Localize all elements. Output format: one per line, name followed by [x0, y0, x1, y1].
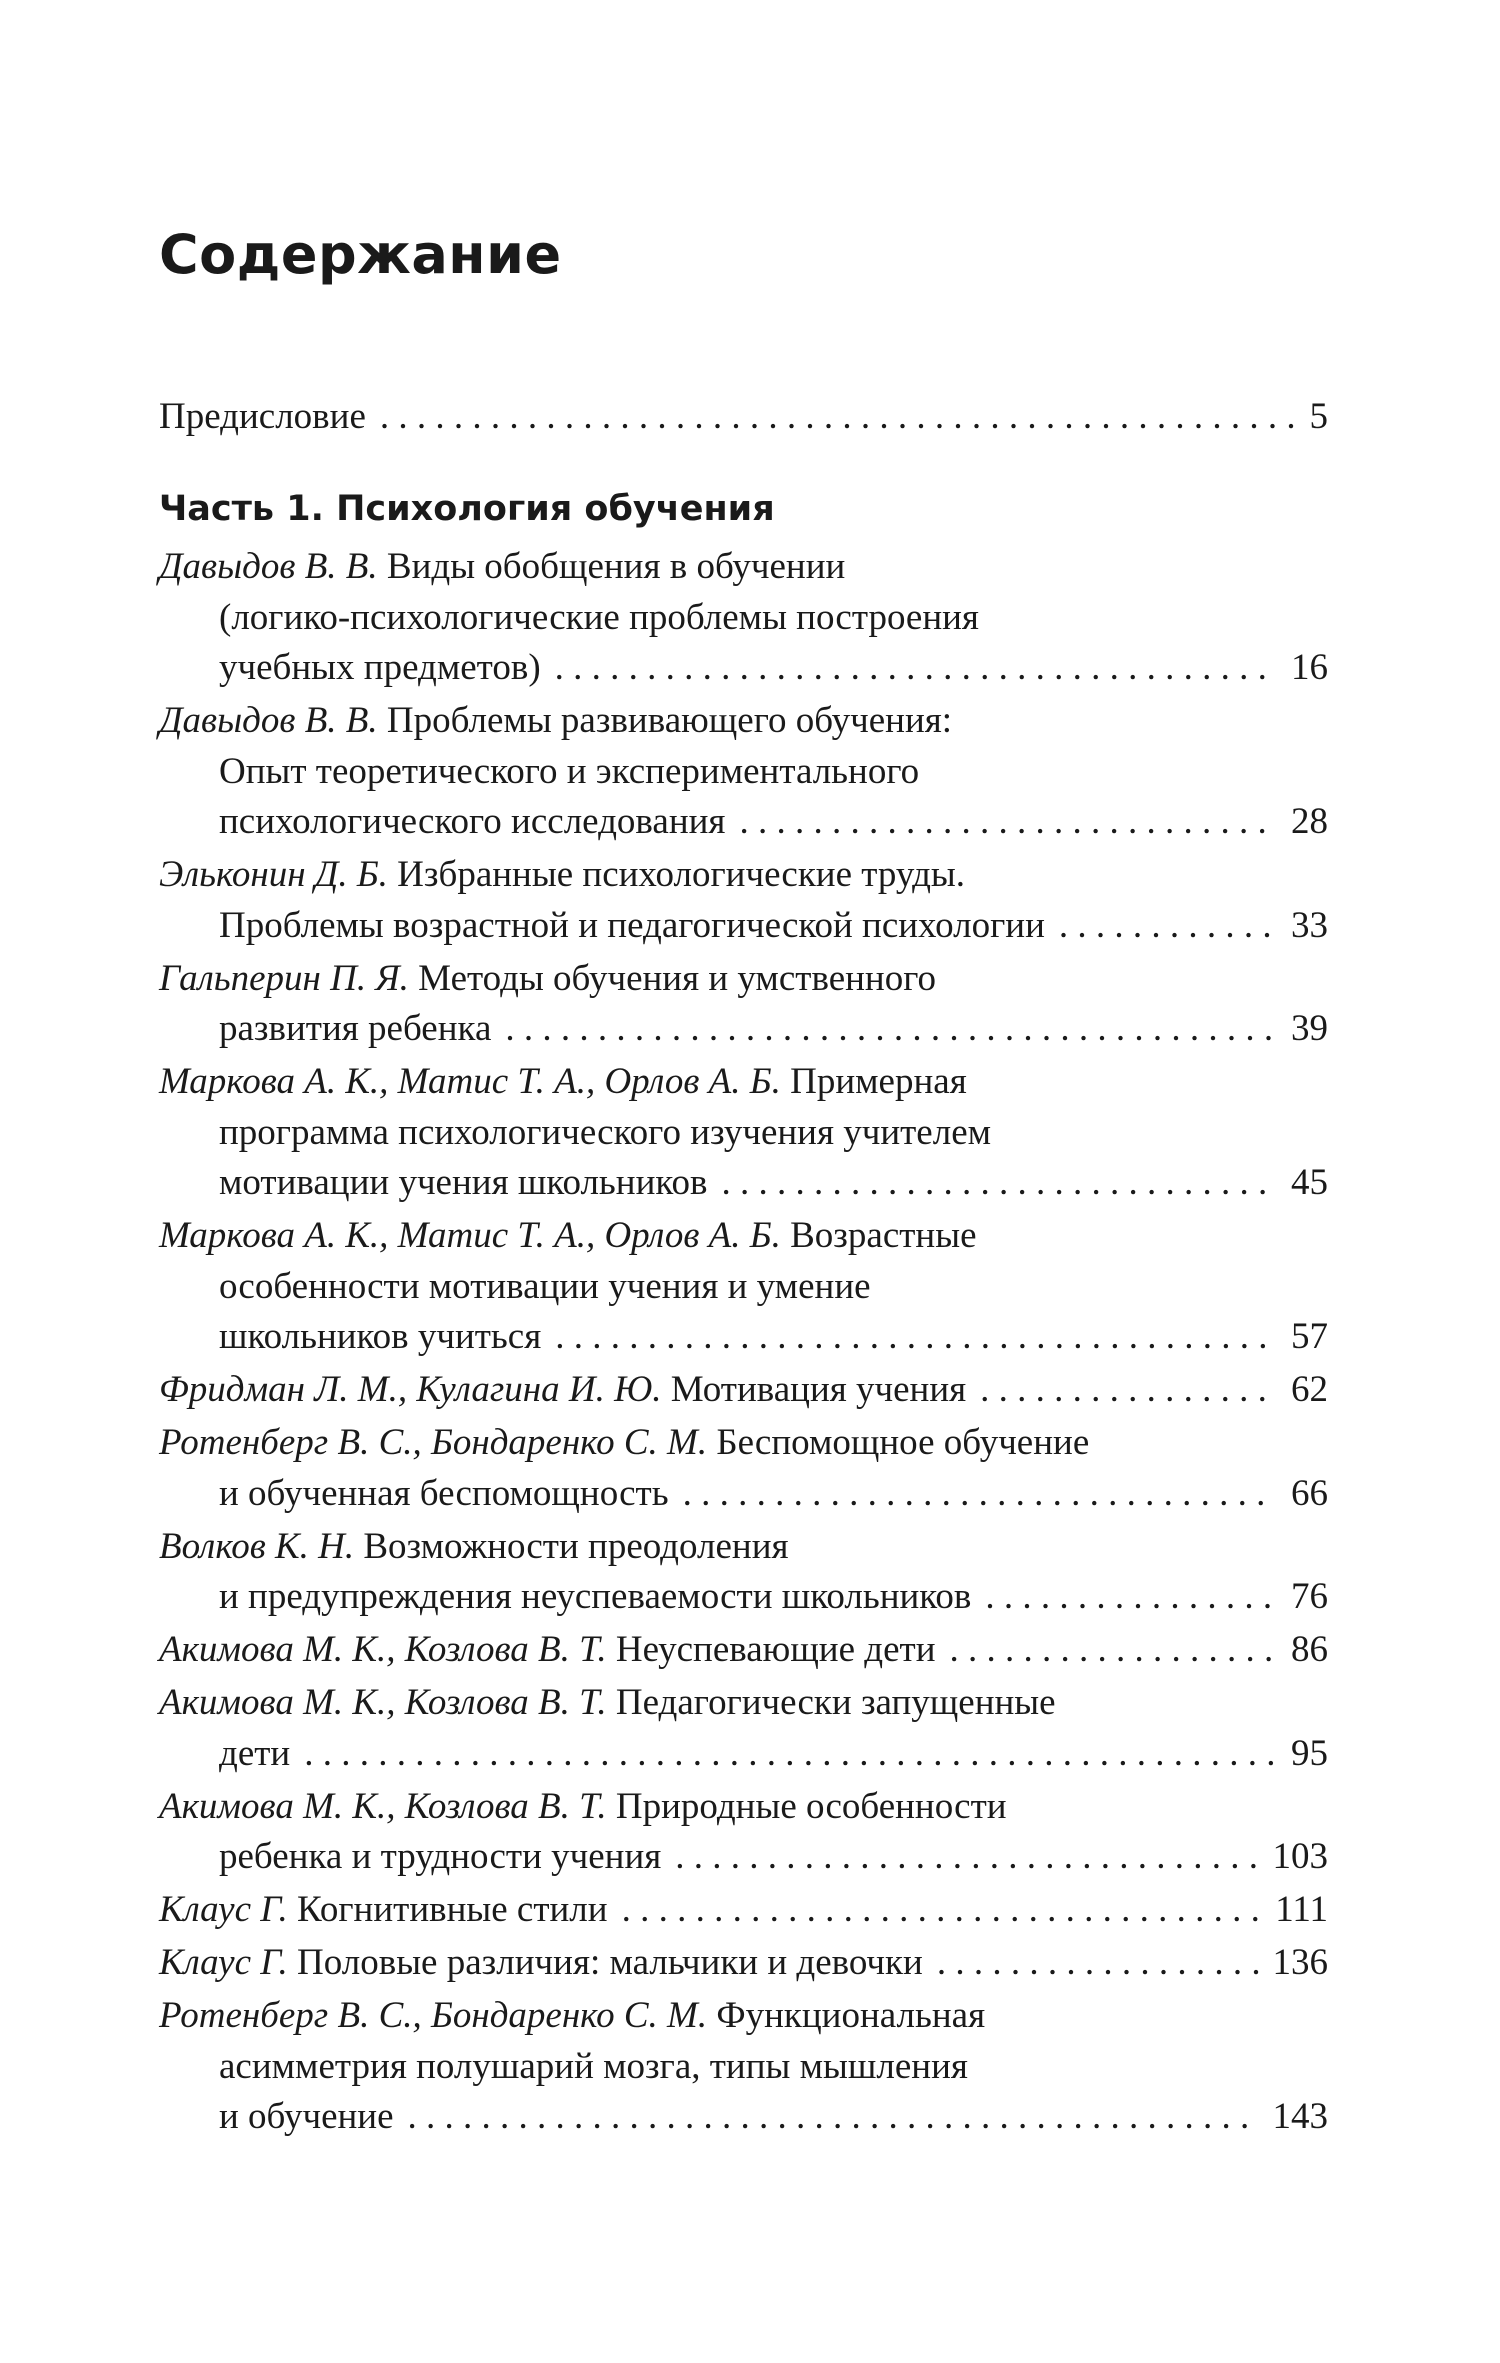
toc-line: [159, 1625, 1328, 1676]
entry-title: психологического исследования: [219, 801, 726, 842]
entry-title: Опыт теоретического и экспериментального: [219, 750, 920, 792]
entry-text: [159, 1938, 923, 1989]
entry-title: Мотивация учения: [670, 1369, 967, 1410]
entry-title: Когнитивные стили: [297, 1889, 608, 1930]
entry-author: Маркова А. К., Матис Т. А., Орлов А. Б.: [159, 1061, 781, 1102]
dot-leader: [937, 1938, 1259, 1989]
toc-entry[interactable]: [159, 1365, 1328, 1416]
entry-title: Методы обучения и умственного: [418, 957, 936, 999]
toc-entry[interactable]: [159, 542, 1328, 694]
entry-title: мотивации учения школьников: [219, 1162, 708, 1203]
dot-leader: [555, 643, 1277, 694]
entry-text: [219, 1832, 661, 1883]
toc-line: [159, 643, 1328, 694]
entry-title: дети: [219, 1732, 291, 1774]
entry-author: Ротенберг В. С., Бондаренко С. М.: [159, 1995, 708, 2036]
entry-title: Природные особенности: [615, 1785, 1007, 1827]
entry-text: [159, 1211, 977, 1262]
entry-author: Акимова М. К., Козлова В. Т.: [159, 1629, 607, 1670]
page-number: 62: [1291, 1369, 1328, 1410]
entry-author: Акимова М. К., Козлова В. Т.: [159, 1785, 607, 1827]
entry-text: [159, 954, 936, 1005]
toc-line: [159, 2042, 1328, 2093]
dot-leader: [304, 1729, 1277, 1780]
entry-title: развития ребенка: [219, 1008, 492, 1049]
toc-entry[interactable]: [159, 1885, 1328, 1936]
toc-line: [159, 1522, 1328, 1573]
toc-line: [159, 392, 1328, 443]
entry-title: программа психологического изучения учителем: [219, 1111, 992, 1153]
entry-title: Предисловие: [159, 396, 366, 437]
entry-title: особенности мотивации учения и умение: [219, 1265, 871, 1307]
dot-leader: [980, 1365, 1277, 1416]
page-number: 95: [1291, 1732, 1328, 1774]
toc-line: [159, 1832, 1328, 1883]
entry-text: [219, 2092, 394, 2143]
entry-title: школьников учиться: [219, 1316, 542, 1357]
entry-author: Маркова А. К., Матис Т. А., Орлов А. Б.: [159, 1215, 781, 1256]
entry-title: Проблемы развивающего обучения:: [386, 700, 953, 741]
entry-title: Неуспевающие дети: [615, 1629, 936, 1670]
toc-entry[interactable]: [159, 1418, 1328, 1519]
page-number: 86: [1291, 1629, 1328, 1670]
dot-leader: [408, 2092, 1259, 2143]
entry-text: [159, 1365, 966, 1416]
page-title: Содержание: [159, 223, 562, 286]
toc-line: [159, 1312, 1328, 1363]
toc-entry[interactable]: [159, 1625, 1328, 1676]
toc-line: [159, 1057, 1328, 1108]
entry-text: [159, 850, 965, 901]
entry-text: [219, 2042, 968, 2093]
toc-entry[interactable]: [159, 1522, 1328, 1623]
toc-line: [159, 1782, 1328, 1833]
entry-text: [219, 1729, 290, 1780]
page-number: 16: [1291, 647, 1328, 688]
dot-leader: [950, 1625, 1277, 1676]
entry-text: [159, 1991, 985, 2042]
page-number: 143: [1272, 2096, 1328, 2137]
page-number: 103: [1272, 1836, 1328, 1877]
entry-text: [219, 797, 725, 848]
toc-line: [159, 2092, 1328, 2143]
entry-text: [159, 1522, 789, 1573]
page-number: 28: [1291, 801, 1328, 842]
toc-line: [159, 1729, 1328, 1780]
toc-line: [159, 1938, 1328, 1989]
entry-text: [219, 593, 979, 644]
entry-text: [159, 1782, 1007, 1833]
toc-entry[interactable]: [159, 1938, 1328, 1989]
entry-title: ребенка и трудности учения: [219, 1836, 662, 1877]
entry-title: Функциональная: [716, 1995, 986, 2036]
toc-entry[interactable]: [159, 1991, 1328, 2143]
toc-entry[interactable]: [159, 1211, 1328, 1363]
entry-author: Волков К. Н.: [159, 1525, 355, 1567]
toc-line: [159, 1885, 1328, 1936]
toc-line: [159, 1678, 1328, 1729]
entry-title: Проблемы возрастной и педагогической психологии: [219, 904, 1045, 946]
toc-entry[interactable]: [159, 850, 1328, 951]
dot-leader: [555, 1312, 1277, 1363]
page-number: 66: [1291, 1472, 1328, 1514]
entry-text: [159, 1678, 1056, 1729]
entry-title: Педагогически запущенные: [615, 1682, 1056, 1723]
page-number: 136: [1272, 1942, 1328, 1983]
entry-text: [159, 542, 845, 593]
page-number: 33: [1291, 904, 1328, 946]
toc-line: [159, 542, 1328, 593]
page-number: 39: [1291, 1008, 1328, 1049]
toc-line: [159, 797, 1328, 848]
toc-line: [159, 1365, 1328, 1416]
toc-line: [159, 850, 1328, 901]
entry-title: Примерная: [790, 1061, 967, 1102]
dot-leader: [739, 797, 1277, 848]
entry-title: Избранные психологические труды.: [397, 854, 966, 895]
entry-text: [219, 1572, 971, 1623]
entry-title: и обученная беспомощность: [219, 1472, 669, 1514]
dot-leader: [675, 1832, 1258, 1883]
page-number: 5: [1309, 396, 1328, 437]
dot-leader: [985, 1572, 1277, 1623]
entry-title: Возможности преодоления: [363, 1525, 789, 1567]
toc-line: [159, 1991, 1328, 2042]
toc-line: [159, 901, 1328, 952]
entry-author: Клаус Г.: [159, 1942, 288, 1983]
entry-author: Ротенберг В. С., Бондаренко С. М.: [159, 1422, 708, 1463]
toc-line: [159, 1004, 1328, 1055]
toc-entry-preface[interactable]: [159, 392, 1328, 443]
toc-line: [159, 954, 1328, 1005]
toc-entry[interactable]: [159, 696, 1328, 848]
dot-leader: [1059, 901, 1277, 952]
entry-text: [219, 1262, 871, 1313]
entry-text: [159, 1057, 967, 1108]
page-number: 57: [1291, 1316, 1328, 1357]
page-number: 76: [1291, 1576, 1328, 1617]
entry-author: Давыдов В. В.: [159, 700, 378, 741]
dot-leader: [505, 1004, 1277, 1055]
toc-entry[interactable]: [159, 1782, 1328, 1883]
entry-title: Беспомощное обучение: [716, 1422, 1090, 1463]
entry-author: Давыдов В. В.: [159, 546, 378, 587]
toc-entry[interactable]: [159, 1057, 1328, 1209]
entry-text: [159, 696, 952, 747]
entry-text: [219, 747, 919, 798]
entry-text: [219, 901, 1045, 952]
dot-leader: [622, 1885, 1262, 1936]
entry-title: и предупреждения неуспеваемости школьников: [219, 1576, 972, 1617]
entry-author: Клаус Г.: [159, 1889, 288, 1930]
toc-line: [159, 1262, 1328, 1313]
toc-line: [159, 1158, 1328, 1209]
entry-text: [219, 1158, 707, 1209]
entry-text: [219, 1469, 669, 1520]
page-number: 111: [1275, 1889, 1328, 1930]
toc-line: [159, 1469, 1328, 1520]
toc-line: [159, 1108, 1328, 1159]
page-number: 45: [1291, 1162, 1328, 1203]
toc-line: [159, 1572, 1328, 1623]
entry-title: Половые различия: мальчики и девочки: [297, 1942, 923, 1983]
dot-leader: [683, 1469, 1277, 1520]
toc-entry[interactable]: [159, 1678, 1328, 1779]
toc-line: [159, 1418, 1328, 1469]
dot-leader: [721, 1158, 1277, 1209]
entry-author: Акимова М. К., Козлова В. Т.: [159, 1682, 607, 1723]
entry-title: учебных предметов): [219, 647, 541, 688]
toc-line: [159, 696, 1328, 747]
part-heading: Часть 1. Психология обучения: [159, 489, 775, 529]
entry-title: Виды обобщения в обучении: [386, 546, 846, 587]
entry-text: [159, 1625, 936, 1676]
entry-text: [219, 1004, 491, 1055]
entry-text: [159, 1885, 608, 1936]
entry-title: Возрастные: [790, 1215, 977, 1256]
toc-list: [159, 542, 1328, 2145]
entry-title: (логико-психологические проблемы построения: [219, 596, 979, 638]
toc-line: [159, 593, 1328, 644]
entry-author: Гальперин П. Я.: [159, 957, 409, 999]
entry-text: [219, 1108, 991, 1159]
toc-entry[interactable]: [159, 954, 1328, 1055]
entry-title: и обучение: [219, 2096, 394, 2137]
dot-leader: [380, 392, 1296, 443]
entry-author: Эльконин Д. Б.: [159, 854, 388, 895]
entry-text: [159, 1418, 1089, 1469]
entry-text: [219, 1312, 541, 1363]
entry-title: асимметрия полушарий мозга, типы мышления: [219, 2045, 968, 2087]
toc-line: [159, 1211, 1328, 1262]
toc-line: [159, 747, 1328, 798]
entry-text: [219, 643, 541, 694]
entry-author: Фридман Л. М., Кулагина И. Ю.: [159, 1369, 662, 1410]
